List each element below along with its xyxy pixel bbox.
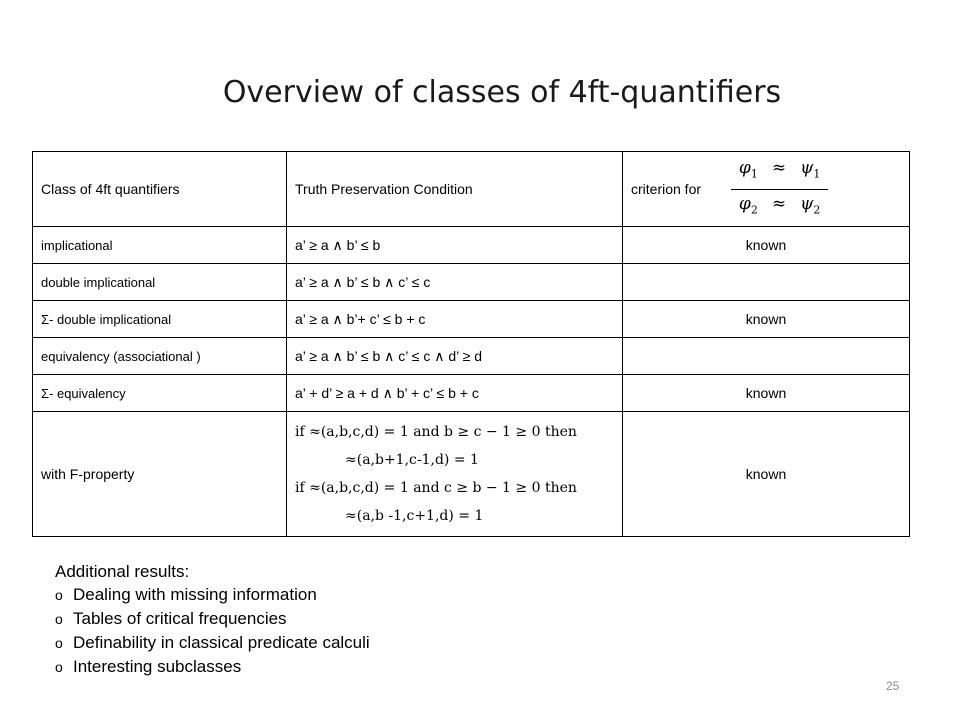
header-criterion: [623, 152, 910, 227]
slide-title: Overview of classes of 4ft-quantifiers: [222, 75, 782, 110]
table-row: [33, 375, 910, 412]
additional-list: [55, 583, 370, 679]
header-class: Class of 4ft quantifiers: [33, 152, 287, 227]
table-row: [33, 301, 910, 338]
f-property-line: if ≈(a,b,c,d) = 1 and b ≥ c − 1 ≥ 0 then: [295, 424, 577, 440]
list-item: o Interesting subclasses: [55, 655, 370, 679]
f-property-line: if ≈(a,b,c,d) = 1 and c ≥ b − 1 ≥ 0 then: [295, 480, 577, 496]
header-condition: Truth Preservation Condition: [287, 152, 623, 227]
row-condition: a’ + d’ ≥ a + d ∧ b’ + c’ ≤ b + c: [287, 375, 623, 412]
row-criterion: known: [623, 301, 910, 338]
quantifier-table: [32, 151, 910, 537]
additional-results: [55, 560, 370, 679]
row-criterion: known: [623, 375, 910, 412]
formula-denominator: $\varphi_2 \approx \psi_2$: [738, 193, 821, 216]
formula-numerator: $\varphi_1 \approx \psi_1$: [731, 154, 829, 189]
row-class: double implicational: [33, 264, 287, 301]
row-class: Σ- equivalency: [33, 375, 287, 412]
row-criterion: [623, 338, 910, 375]
table-row: [33, 264, 910, 301]
row-class: implicational: [33, 227, 287, 264]
row-condition: a’ ≥ a ∧ b’+ c’ ≤ b + c: [287, 301, 623, 338]
list-item: o Tables of critical frequencies: [55, 607, 370, 631]
row-condition: a’ ≥ a ∧ b’ ≤ b ∧ c’ ≤ c: [287, 264, 623, 301]
table-row: [33, 227, 910, 264]
f-property-condition: [287, 412, 623, 537]
f-property-line: ≈(a,b+1,c-1,d) = 1: [345, 452, 479, 468]
row-criterion: known: [623, 227, 910, 264]
f-property-line: ≈(a,b -1,c+1,d) = 1: [345, 508, 484, 524]
row-class: equivalency (associational ): [33, 338, 287, 375]
table-row-f-property: [33, 412, 910, 537]
row-criterion: known: [623, 412, 910, 537]
list-item: o Dealing with missing information: [55, 583, 370, 607]
table-header-row: [33, 152, 910, 227]
criterion-label: criterion for: [631, 181, 702, 197]
row-condition: a’ ≥ a ∧ b’ ≤ b: [287, 227, 623, 264]
criterion-formula: [731, 154, 829, 224]
table-row: [33, 338, 910, 375]
row-class: Σ- double implicational: [33, 301, 287, 338]
row-condition: a’ ≥ a ∧ b’ ≤ b ∧ c’ ≤ c ∧ d’ ≥ d: [287, 338, 623, 375]
row-class: with F-property: [33, 412, 287, 537]
page-number: 25: [886, 679, 900, 693]
row-criterion: [623, 264, 910, 301]
additional-heading: Additional results:: [55, 562, 190, 581]
list-item: o Definability in classical predicate calculi: [55, 631, 370, 655]
